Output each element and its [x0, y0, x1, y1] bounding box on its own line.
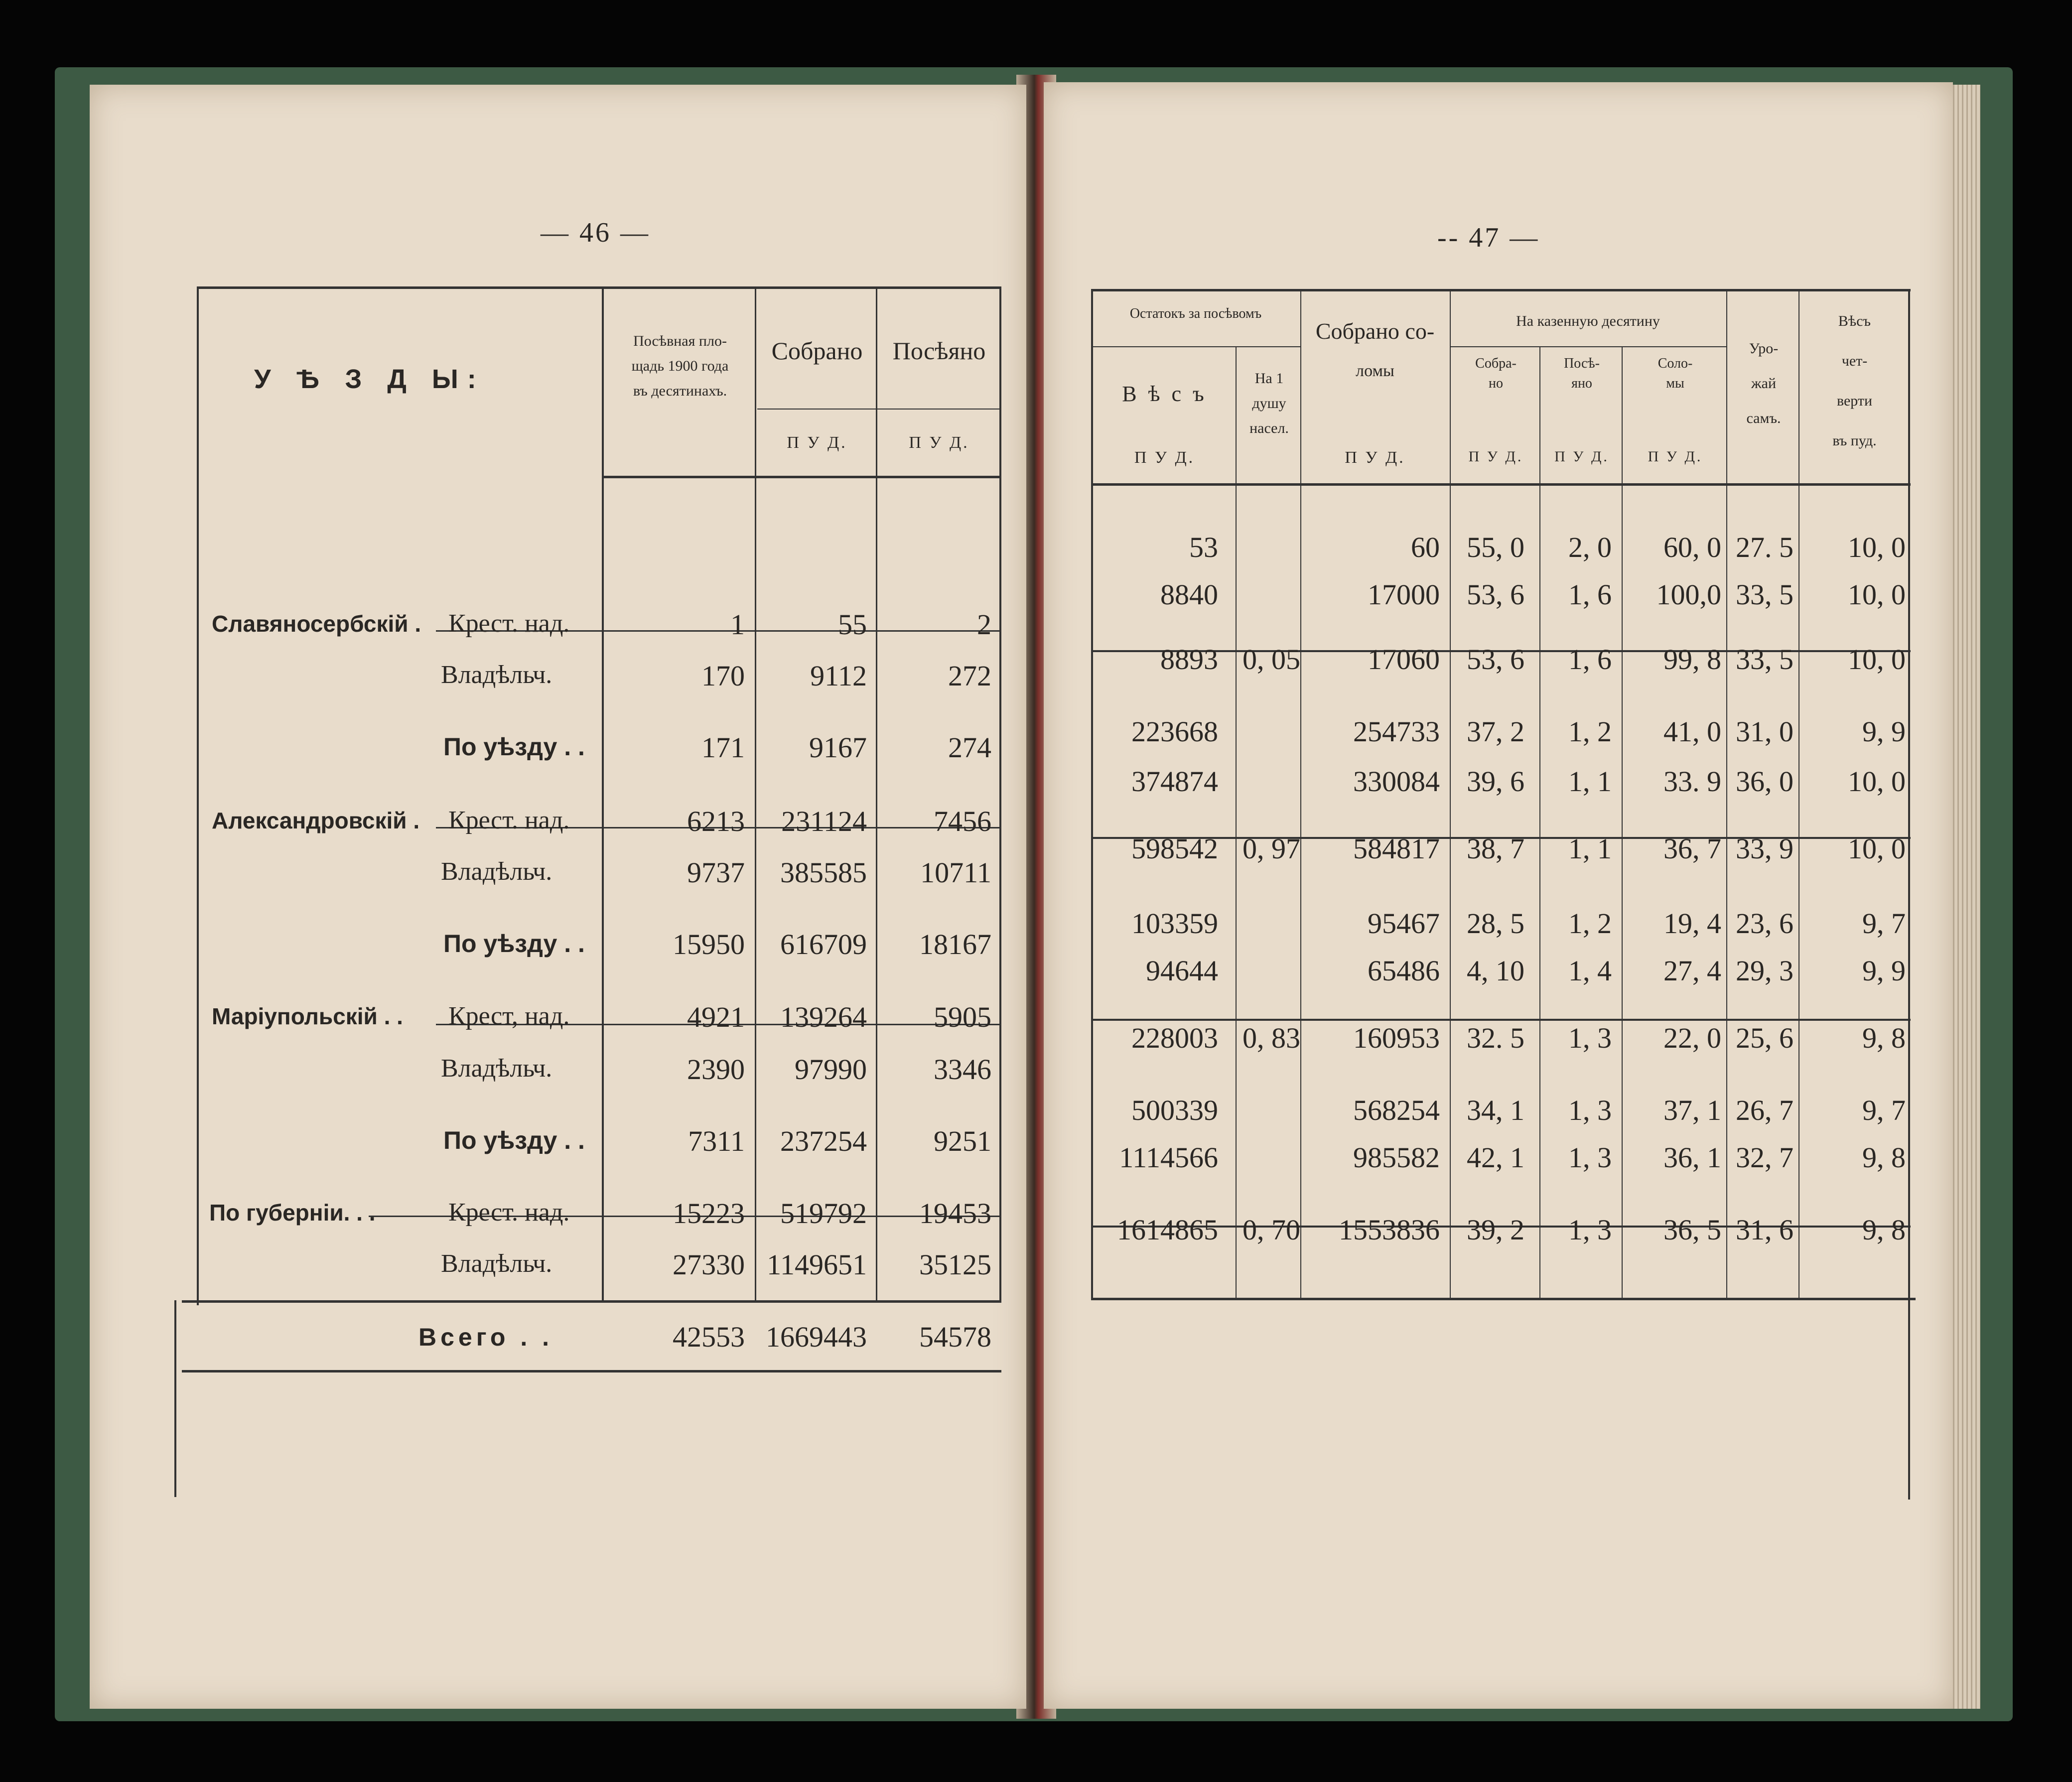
cell-area: 15950 — [673, 928, 745, 960]
header-sown: Посѣяно — [892, 337, 986, 365]
cell-weight: 228003 — [1131, 1022, 1218, 1054]
cell-weight: 8840 — [1160, 578, 1218, 611]
cell-quarter-weight: 9, 8 — [1862, 1022, 1906, 1054]
header-quarter-line-4: въ пуд. — [1832, 432, 1877, 449]
col-divider-1 — [602, 286, 604, 1303]
row-district-name: Славяносербскій . — [212, 611, 421, 637]
group-rule-3 — [1091, 1019, 1911, 1021]
table-top-rule — [197, 286, 1001, 289]
cell-sown-per-desyatina: 1, 4 — [1568, 955, 1612, 987]
header-sown-line-2: яно — [1571, 376, 1592, 391]
header-quarter-weight — [1801, 301, 1908, 461]
cell-sown: 10711 — [920, 856, 991, 889]
header-sown — [1542, 354, 1622, 394]
cell-yield: 36, 0 — [1736, 765, 1794, 798]
cell-per-capita: 0, 70 — [1243, 1214, 1300, 1246]
cell-area: 15223 — [673, 1197, 745, 1230]
cell-yield: 25, 6 — [1736, 1022, 1794, 1054]
cell-sown-per-desyatina: 1, 3 — [1568, 1141, 1612, 1174]
cell-weight: 598542 — [1131, 832, 1218, 865]
cell-weight: 1114566 — [1119, 1141, 1218, 1174]
cell-per-capita: 0, 83 — [1243, 1022, 1300, 1054]
cell-yield: 33, 9 — [1736, 832, 1794, 865]
cell-collected-per-desyatina: 37, 2 — [1467, 715, 1524, 748]
row-total-label: Всего . . — [418, 1323, 553, 1351]
table-top-rule — [1091, 289, 1911, 291]
table-bottom-rule — [182, 1300, 1001, 1303]
row-subtotal-label: По уѣзду . . — [443, 930, 585, 958]
cell-collected: 1669443 — [766, 1321, 867, 1353]
cell-collected: 519792 — [780, 1197, 867, 1230]
cell-collected: 1149651 — [767, 1248, 867, 1281]
cell-collected-per-desyatina: 53, 6 — [1467, 643, 1524, 676]
unit-collected: П У Д. — [787, 433, 847, 452]
cell-sown-per-desyatina: 1, 6 — [1568, 643, 1612, 676]
left-frame — [197, 286, 199, 1305]
cell-straw: 254733 — [1353, 715, 1440, 748]
cell-straw: 1553836 — [1339, 1214, 1440, 1246]
cell-weight: 53 — [1189, 531, 1218, 563]
cell-area: 170 — [701, 660, 745, 692]
right-page — [1044, 82, 1953, 1709]
cell-collected-per-desyatina: 39, 6 — [1467, 765, 1524, 798]
header-per-capita-line-3: насел. — [1249, 420, 1289, 436]
cell-sown: 18167 — [919, 928, 991, 960]
cell-straw: 17060 — [1368, 643, 1440, 676]
header-weight: В ѣ с ъ — [1122, 382, 1207, 406]
header-area-line-3: въ десятинахъ. — [633, 383, 727, 399]
header-area — [608, 329, 752, 404]
cell-straw: 60 — [1411, 531, 1440, 563]
cell-sown: 2 — [977, 608, 991, 641]
cell-straw-per-desyatina: 36, 5 — [1663, 1214, 1721, 1246]
cell-quarter-weight: 10, 0 — [1848, 832, 1906, 865]
cell-area: 6213 — [687, 805, 745, 837]
cell-weight: 1614865 — [1117, 1214, 1218, 1246]
cell-area: 9737 — [687, 856, 745, 889]
header-per-desyatina: На казенную десятину — [1516, 313, 1660, 329]
cell-sown: 54578 — [919, 1321, 991, 1353]
cell-sown-per-desyatina: 1, 3 — [1568, 1094, 1612, 1126]
header-yield — [1729, 331, 1798, 436]
cell-yield: 23, 6 — [1736, 907, 1794, 940]
cell-collected-per-desyatina: 4, 10 — [1467, 955, 1524, 987]
cell-per-capita: 0, 05 — [1243, 643, 1300, 676]
row-category: Владѣльч. — [441, 661, 553, 689]
cell-weight: 8893 — [1160, 643, 1218, 676]
row-category: Крест, над. — [448, 1002, 570, 1030]
cell-collected-per-desyatina: 42, 1 — [1467, 1141, 1524, 1174]
header-straw — [1303, 306, 1447, 386]
cell-weight: 223668 — [1131, 715, 1218, 748]
cell-quarter-weight: 9, 9 — [1862, 955, 1906, 987]
cell-sown-per-desyatina: 1, 3 — [1568, 1214, 1612, 1246]
cell-sown-per-desyatina: 1, 2 — [1568, 715, 1612, 748]
header-quarter-line-2: чет- — [1841, 353, 1868, 369]
cell-straw: 160953 — [1353, 1022, 1440, 1054]
col-divider-1 — [1236, 346, 1237, 1298]
cell-straw-per-desyatina: 99, 8 — [1663, 643, 1721, 676]
row-category: Крест. над. — [448, 1198, 570, 1227]
cell-area: 171 — [701, 731, 745, 764]
row-category: Владѣльч. — [441, 857, 553, 886]
cell-sown-per-desyatina: 1, 2 — [1568, 907, 1612, 940]
cell-quarter-weight: 10, 0 — [1848, 765, 1906, 798]
cell-collected-per-desyatina: 28, 5 — [1467, 907, 1524, 940]
cell-yield: 29, 3 — [1736, 955, 1794, 987]
cell-straw-per-desyatina: 22, 0 — [1663, 1022, 1721, 1054]
cell-quarter-weight: 9, 8 — [1862, 1141, 1906, 1174]
cell-sown: 19453 — [919, 1197, 991, 1230]
unit-rule — [757, 409, 1001, 410]
cell-sown-per-desyatina: 1, 1 — [1568, 765, 1612, 798]
cell-yield: 33, 5 — [1736, 578, 1794, 611]
cell-area: 4921 — [687, 1001, 745, 1033]
row-subtotal-label: По уѣзду . . — [443, 1126, 585, 1154]
unit-straw-per-desyatina: П У Д. — [1648, 448, 1703, 465]
cell-collected: 139264 — [780, 1001, 867, 1033]
cell-straw-per-desyatina: 19, 4 — [1663, 907, 1721, 940]
cell-collected-per-desyatina: 32. 5 — [1467, 1022, 1524, 1054]
unit-sown: П У Д. — [909, 433, 969, 452]
header-quarter-line-3: верти — [1836, 393, 1873, 409]
cell-straw: 584817 — [1353, 832, 1440, 865]
row-subtotal-label: По уѣзду . . — [443, 733, 585, 761]
cell-collected-per-desyatina: 34, 1 — [1467, 1094, 1524, 1126]
row-district-name: Маріупольскій . . — [212, 1003, 403, 1029]
header-per-capita-line-2: душу — [1252, 395, 1286, 411]
cell-sown-per-desyatina: 1, 3 — [1568, 1022, 1612, 1054]
cell-straw-per-desyatina: 36, 7 — [1663, 832, 1721, 865]
cell-collected: 231124 — [781, 805, 867, 837]
table-end-rule — [182, 1370, 1001, 1372]
unit-sown: П У Д. — [1554, 448, 1609, 465]
cell-straw-per-desyatina: 33. 9 — [1663, 765, 1721, 798]
cell-straw: 330084 — [1353, 765, 1440, 798]
header-districts: У Ѣ З Д Ы: — [254, 364, 485, 394]
cell-collected-per-desyatina: 55, 0 — [1467, 531, 1524, 563]
cell-yield: 31, 0 — [1736, 715, 1794, 748]
header-straw-sub-line-2: мы — [1666, 376, 1684, 391]
cell-sown: 35125 — [919, 1248, 991, 1281]
cell-straw-per-desyatina: 100,0 — [1656, 578, 1721, 611]
cell-per-capita: 0, 97 — [1243, 832, 1300, 865]
cell-sown-per-desyatina: 1, 6 — [1568, 578, 1612, 611]
row-category: Владѣльч. — [441, 1054, 553, 1083]
left-page — [90, 85, 1026, 1709]
subheader-rule-left — [1091, 346, 1300, 347]
header-collected-line-1: Собра- — [1475, 356, 1517, 371]
header-remainder: Остатокъ за посѣвомъ — [1129, 306, 1262, 321]
cell-yield: 27. 5 — [1736, 531, 1794, 563]
unit-weight: П У Д. — [1134, 448, 1195, 467]
col-divider-7 — [1798, 289, 1799, 1298]
row-category: Крест. над. — [448, 609, 570, 638]
cell-straw: 17000 — [1368, 578, 1440, 611]
cell-sown: 5905 — [934, 1001, 991, 1033]
cell-straw-per-desyatina: 60, 0 — [1663, 531, 1721, 563]
cell-area: 7311 — [688, 1125, 745, 1157]
cell-weight: 374874 — [1131, 765, 1218, 798]
subheader-rule — [1450, 346, 1726, 347]
cell-collected: 9167 — [809, 731, 867, 764]
cell-quarter-weight: 9, 9 — [1862, 715, 1906, 748]
cell-weight: 500339 — [1131, 1094, 1218, 1126]
cell-collected: 55 — [838, 608, 867, 641]
header-bottom-rule — [603, 476, 1001, 478]
right-frame — [1908, 289, 1910, 1500]
row-category: Крест. над. — [448, 806, 570, 834]
unit-collected: П У Д. — [1468, 448, 1523, 465]
table-bottom-rule — [1091, 1298, 1916, 1300]
cell-collected: 237254 — [780, 1125, 867, 1157]
cell-area: 2390 — [687, 1053, 745, 1086]
row-district-name: По губерніи. . . — [209, 1200, 376, 1226]
header-bottom-rule — [1091, 483, 1911, 486]
header-straw-line-1: Собрано со- — [1315, 318, 1435, 344]
cell-yield: 26, 7 — [1736, 1094, 1794, 1126]
cell-collected-per-desyatina: 38, 7 — [1467, 832, 1524, 865]
header-straw-per-desyatina — [1624, 354, 1726, 394]
cell-collected: 9112 — [810, 660, 867, 692]
cell-quarter-weight: 9, 7 — [1862, 1094, 1906, 1126]
header-per-capita-line-1: На 1 — [1254, 370, 1284, 387]
header-straw-sub-line-1: Соло- — [1658, 356, 1693, 371]
header-area-line-2: щадь 1900 года — [631, 358, 729, 374]
cell-quarter-weight: 10, 0 — [1848, 578, 1906, 611]
header-yield-line-2: жай — [1751, 375, 1777, 392]
cell-collected-per-desyatina: 39, 2 — [1467, 1214, 1524, 1246]
cell-collected-per-desyatina: 53, 6 — [1467, 578, 1524, 611]
cell-area: 42553 — [673, 1321, 745, 1353]
page-number-left: — 46 — — [541, 217, 650, 248]
header-collected: Собрано — [771, 337, 863, 365]
header-straw-line-2: ломы — [1356, 362, 1394, 380]
cell-quarter-weight: 9, 8 — [1862, 1214, 1906, 1246]
cell-collected: 616709 — [780, 928, 867, 960]
cell-straw: 95467 — [1368, 907, 1440, 940]
header-quarter-line-1: Вѣсъ — [1838, 313, 1871, 329]
row-category: Владѣльч. — [441, 1249, 553, 1278]
header-area-line-1: Посѣвная пло- — [633, 333, 727, 349]
cell-quarter-weight: 10, 0 — [1848, 643, 1906, 676]
cell-sown: 3346 — [934, 1053, 991, 1086]
cell-quarter-weight: 10, 0 — [1848, 531, 1906, 563]
cell-collected: 97990 — [795, 1053, 867, 1086]
row-district-name: Александровскій . — [212, 808, 420, 833]
cell-area: 1 — [730, 608, 745, 641]
cell-straw-per-desyatina: 37, 1 — [1663, 1094, 1721, 1126]
cell-weight: 103359 — [1131, 907, 1218, 940]
cell-sown: 272 — [948, 660, 991, 692]
header-per-capita — [1238, 366, 1300, 441]
cell-quarter-weight: 9, 7 — [1862, 907, 1906, 940]
cell-straw-per-desyatina: 27, 4 — [1663, 955, 1721, 987]
unit-straw: П У Д. — [1345, 448, 1405, 467]
cell-straw: 65486 — [1368, 955, 1440, 987]
header-collected — [1452, 354, 1539, 394]
cell-sown: 9251 — [934, 1125, 991, 1157]
cell-straw-per-desyatina: 41, 0 — [1663, 715, 1721, 748]
cell-sown-per-desyatina: 1, 1 — [1568, 832, 1612, 865]
cell-area: 27330 — [673, 1248, 745, 1281]
cell-sown-per-desyatina: 2, 0 — [1568, 531, 1612, 563]
cell-yield: 33, 5 — [1736, 643, 1794, 676]
header-sown-line-1: Посѣ- — [1564, 356, 1600, 371]
header-collected-line-2: но — [1489, 376, 1503, 391]
frame-tail — [174, 1300, 176, 1497]
cell-sown: 274 — [948, 731, 991, 764]
cell-weight: 94644 — [1146, 955, 1218, 987]
cell-sown: 7456 — [934, 805, 991, 837]
cell-collected: 385585 — [780, 856, 867, 889]
right-frame — [999, 286, 1001, 1303]
cell-yield: 32, 7 — [1736, 1141, 1794, 1174]
cell-straw: 568254 — [1353, 1094, 1440, 1126]
page-number-right: -- 47 — — [1437, 222, 1540, 253]
cell-yield: 31, 6 — [1736, 1214, 1794, 1246]
cell-straw: 985582 — [1353, 1141, 1440, 1174]
header-yield-line-1: Уро- — [1749, 340, 1779, 357]
header-yield-line-3: самъ. — [1746, 410, 1781, 426]
cell-straw-per-desyatina: 36, 1 — [1663, 1141, 1721, 1174]
